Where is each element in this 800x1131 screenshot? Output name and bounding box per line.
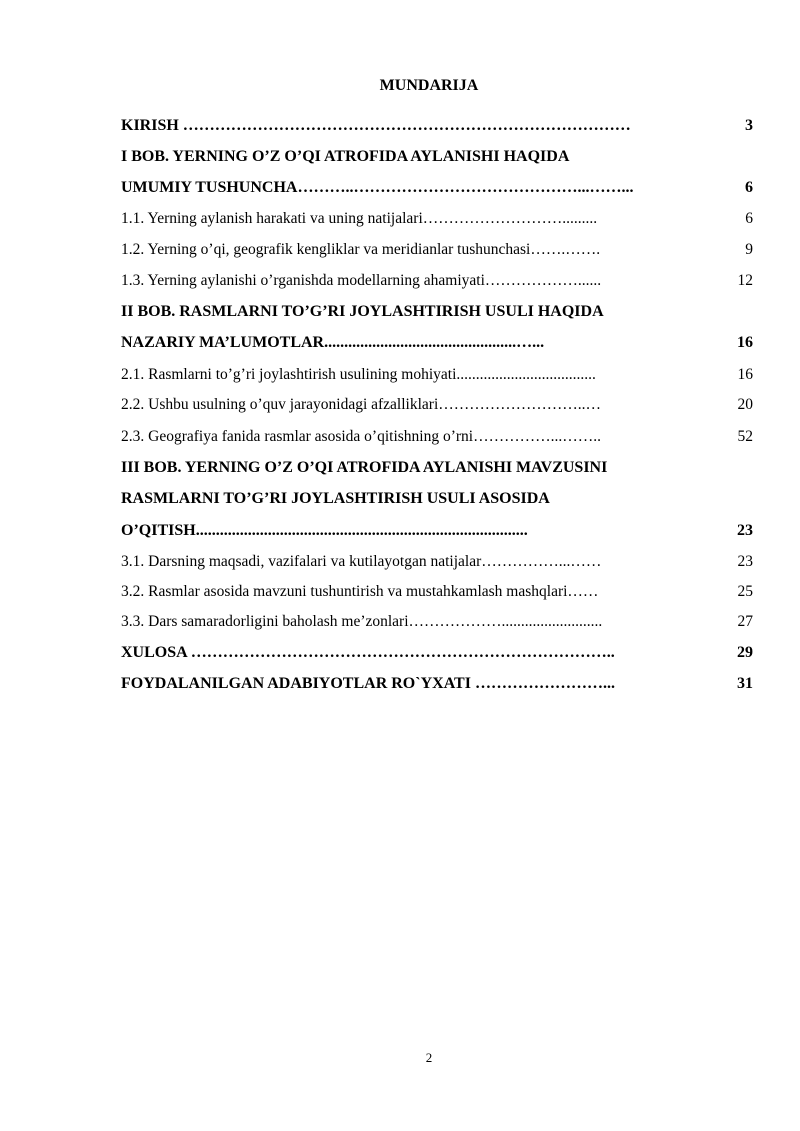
toc-entry-page: 16 bbox=[737, 366, 753, 383]
toc-title: MUNDARIJA bbox=[379, 77, 479, 94]
toc-entry-page: 27 bbox=[737, 613, 753, 630]
toc-entry-text: 2.2. Ushbu usulning o’quv jarayonidagi afzalliklari………………………..… bbox=[121, 396, 602, 413]
toc-chapter-2-heading-cont[interactable] bbox=[121, 334, 753, 356]
toc-entry-3-2[interactable] bbox=[121, 583, 753, 605]
toc-entry-text: I BOB. YERNING O’Z O’QI ATROFIDA AYLANISHI HAQIDA bbox=[121, 148, 570, 165]
toc-entry-text: 2.3. Geografiya fanida rasmlar asosida o’qitishning o’rni……………...…….. bbox=[121, 428, 601, 445]
toc-entry-3-3[interactable] bbox=[121, 613, 753, 635]
toc-entry-2-2[interactable] bbox=[121, 396, 753, 418]
toc-entry-text: 1.1. Yerning aylanish harakati va uning natijalari………………………......... bbox=[121, 210, 598, 227]
toc-entry-text: 1.3. Yerning aylanishi o’rganishda modellarning ahamiyati………………...... bbox=[121, 272, 602, 289]
toc-entry-bibliography[interactable] bbox=[121, 675, 753, 697]
toc-entry-page: 16 bbox=[737, 334, 753, 351]
toc-chapter-2-heading[interactable] bbox=[121, 303, 753, 325]
toc-entry-3-1[interactable] bbox=[121, 553, 753, 575]
toc-entry-page: 20 bbox=[737, 396, 753, 413]
toc-entry-page: 31 bbox=[737, 675, 753, 692]
toc-entry-text: 2.1. Rasmlarni to’g’ri joylashtirish usulining mohiyati.................................... bbox=[121, 366, 596, 383]
toc-entry-page: 9 bbox=[745, 241, 753, 258]
toc-entry-text: O’QITISH................................................................................... bbox=[121, 522, 528, 539]
toc-entry-text: 3.3. Dars samaradorligini baholash me’zonlari……………….......................... bbox=[121, 613, 603, 630]
toc-chapter-3-heading-cont[interactable] bbox=[121, 490, 753, 512]
toc-chapter-1-heading[interactable] bbox=[121, 148, 753, 170]
toc-entry-text: 3.1. Darsning maqsadi, vazifalari va kutilayotgan natijalar……………...…… bbox=[121, 553, 602, 570]
toc-entry-page: 12 bbox=[737, 272, 753, 289]
toc-entry-text: NAZARIY MA’LUMOTLAR................................................…... bbox=[121, 334, 545, 351]
toc-entry-page: 6 bbox=[745, 179, 753, 196]
toc-entry-text: KIRISH ………………………………………………………………………… bbox=[121, 117, 631, 134]
toc-entry-page: 29 bbox=[737, 644, 753, 661]
toc-entry-kirish[interactable] bbox=[121, 117, 753, 139]
toc-chapter-1-heading-cont[interactable] bbox=[121, 179, 753, 201]
toc-chapter-3-heading[interactable] bbox=[121, 459, 753, 481]
toc-chapter-3-heading-end[interactable] bbox=[121, 522, 753, 544]
toc-entry-text: RASMLARNI TO’G’RI JOYLASHTIRISH USULI ASOSIDA bbox=[121, 490, 550, 507]
toc-entry-text: 3.2. Rasmlar asosida mavzuni tushuntirish va mustahkamlash mashqlari…… bbox=[121, 583, 599, 600]
page-number: 2 bbox=[425, 1050, 433, 1065]
toc-entry-text: III BOB. YERNING O’Z O’QI ATROFIDA AYLANISHI MAVZUSINI bbox=[121, 459, 608, 476]
toc-entry-text: II BOB. RASMLARNI TO’G’RI JOYLASHTIRISH USULI HAQIDA bbox=[121, 303, 604, 320]
toc-entry-2-3[interactable] bbox=[121, 428, 753, 450]
toc-entry-xulosa[interactable] bbox=[121, 644, 753, 666]
toc-entry-1-1[interactable] bbox=[121, 210, 753, 232]
toc-entry-1-2[interactable] bbox=[121, 241, 753, 263]
toc-entry-text: FOYDALANILGAN ADABIYOTLAR RO`YXATI ……………………... bbox=[121, 675, 615, 692]
toc-entry-page: 25 bbox=[737, 583, 753, 600]
toc-entry-page: 3 bbox=[745, 117, 753, 134]
toc-entry-page: 23 bbox=[737, 553, 753, 570]
toc-entry-2-1[interactable] bbox=[121, 366, 753, 388]
toc-entry-page: 52 bbox=[737, 428, 753, 445]
toc-entry-1-3[interactable] bbox=[121, 272, 753, 294]
toc-entry-page: 23 bbox=[737, 522, 753, 539]
toc-entry-text: 1.2. Yerning o’qi, geografik kengliklar va meridianlar tushunchasi…….……. bbox=[121, 241, 601, 258]
toc-entry-text: XULOSA …………………………………………………………………….. bbox=[121, 644, 615, 661]
toc-entry-page: 6 bbox=[745, 210, 753, 227]
toc-entry-text: UMUMIY TUSHUNCHA………..……………………………………...……... bbox=[121, 179, 634, 196]
